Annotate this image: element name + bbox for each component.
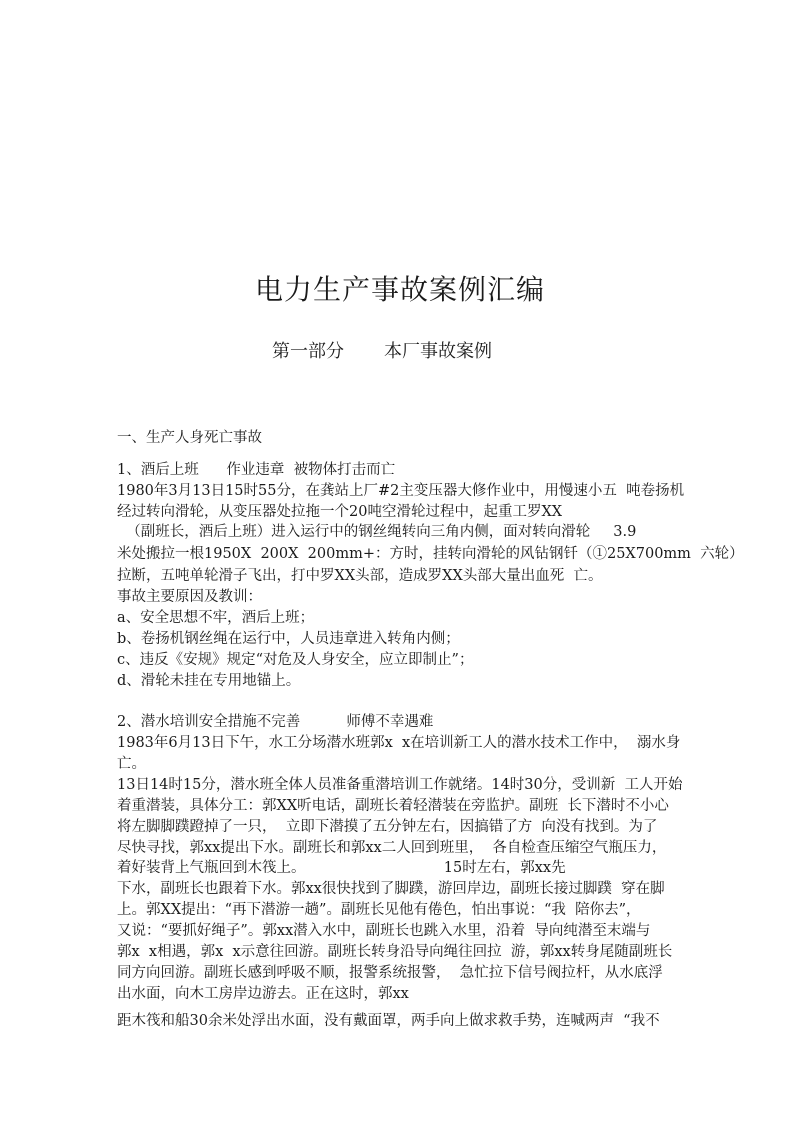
text-line: 郭x x相遇，郭x x示意往回游。副班长转身沿导向绳往回拉 游，郭xx转身尾随副班长 <box>117 944 673 960</box>
list-item: d、滑轮未挂在专用地锚上。 <box>117 673 301 689</box>
text-line: 同方向回游。副班长感到呼吸不顺，报警系统报警， 急忙拉下信号阀拉杆，从水底浮 <box>117 965 663 981</box>
document-title: 电力生产事故案例汇编 <box>254 273 545 306</box>
case-1-heading: 1、酒后上班 作业违章 被物体打击而亡 <box>117 462 396 478</box>
list-item: b、卷扬机钢丝绳在运行中，人员违章进入转角内侧； <box>117 631 460 647</box>
part-subtitle: 第一部分 本厂事故案例 <box>272 341 493 362</box>
text-line: 出水面，向木工房岸边游去。正在这时，郭xx <box>117 986 409 1002</box>
list-item: c、违反《安规》规定“对危及人身安全，应立即制止”； <box>117 652 474 668</box>
case-2-heading: 2、潜水培训安全措施不完善 师傅不幸遇难 <box>117 714 434 730</box>
text-line: 米处搬拉一根1950X 200X 200mm+：方时，挂转向滑轮的风钻钢钎（①25X700mm 六轮） <box>117 546 744 562</box>
text-line: 上。郭XX提出：“再下潜游一趟”。副班长见他有倦色，怕出事说：“我 陪你去”， <box>117 902 641 918</box>
list-item: a、安全思想不牢，酒后上班； <box>117 610 315 626</box>
text-line: 1980年3月13日15时55分，在龚站上厂#2主变压器大修作业中，用慢速小五 吨卷扬机 <box>117 483 685 499</box>
text-line: 将左脚脚蹼蹬掉了一只， 立即下潜摸了五分钟左右，因搞错了方 向没有找到。为了 <box>117 819 658 835</box>
text-line: 下水，副班长也跟着下水。郭xx很快找到了脚蹼，游回岸边，副班长接过脚蹼 穿在脚 <box>117 881 665 897</box>
section-heading: 一、生产人身死亡事故 <box>117 430 262 446</box>
text-line: 距木筏和船30余米处浮出水面，没有戴面罩，两手向上做求救手势，连喊两声 “我不 <box>117 1013 660 1029</box>
text-line: 拉断，五吨单轮滑子飞出，打中罗XX头部，造成罗XX头部大量出血死 亡。 <box>117 568 603 584</box>
text-line: （副班长，酒后上班）进入运行中的钢丝绳转向三角内侧，面对转向滑轮 3.9 <box>117 524 637 540</box>
text-line: 事故主要原因及教训： <box>117 589 262 605</box>
text-line: 又说：“要抓好绳子”。郭xx潜入水中，副班长也跳入水里，沿着 导向纯潜至末端与 <box>117 923 651 939</box>
text-line: 尽快寻找，郭xx提出下水。副班长和郭xx二人回到班里， 各自检查压缩空气瓶压力， <box>117 840 667 856</box>
text-line: 着好装背上气瓶回到木筏上。 15时左右，郭xx先 <box>117 860 566 876</box>
text-line: 经过转向滑轮，从变压器处拉拖一个20吨空滑轮过程中，起重工罗XX <box>117 504 563 520</box>
text-line: 亡。 <box>117 756 146 772</box>
text-line: 1983年6月13日下午，水工分场潜水班郭x x在培训新工人的潜水技术工作中， 溺水身 <box>117 735 681 751</box>
text-line: 13日14时15分，潜水班全体人员准备重潜培训工作就绪。14时30分，受训新 工人开始 <box>117 777 683 793</box>
text-line: 着重潜装，具体分工：郭XX听电话，副班长着轻潜装在旁监护。副班 长下潜时不小心 <box>117 798 669 814</box>
